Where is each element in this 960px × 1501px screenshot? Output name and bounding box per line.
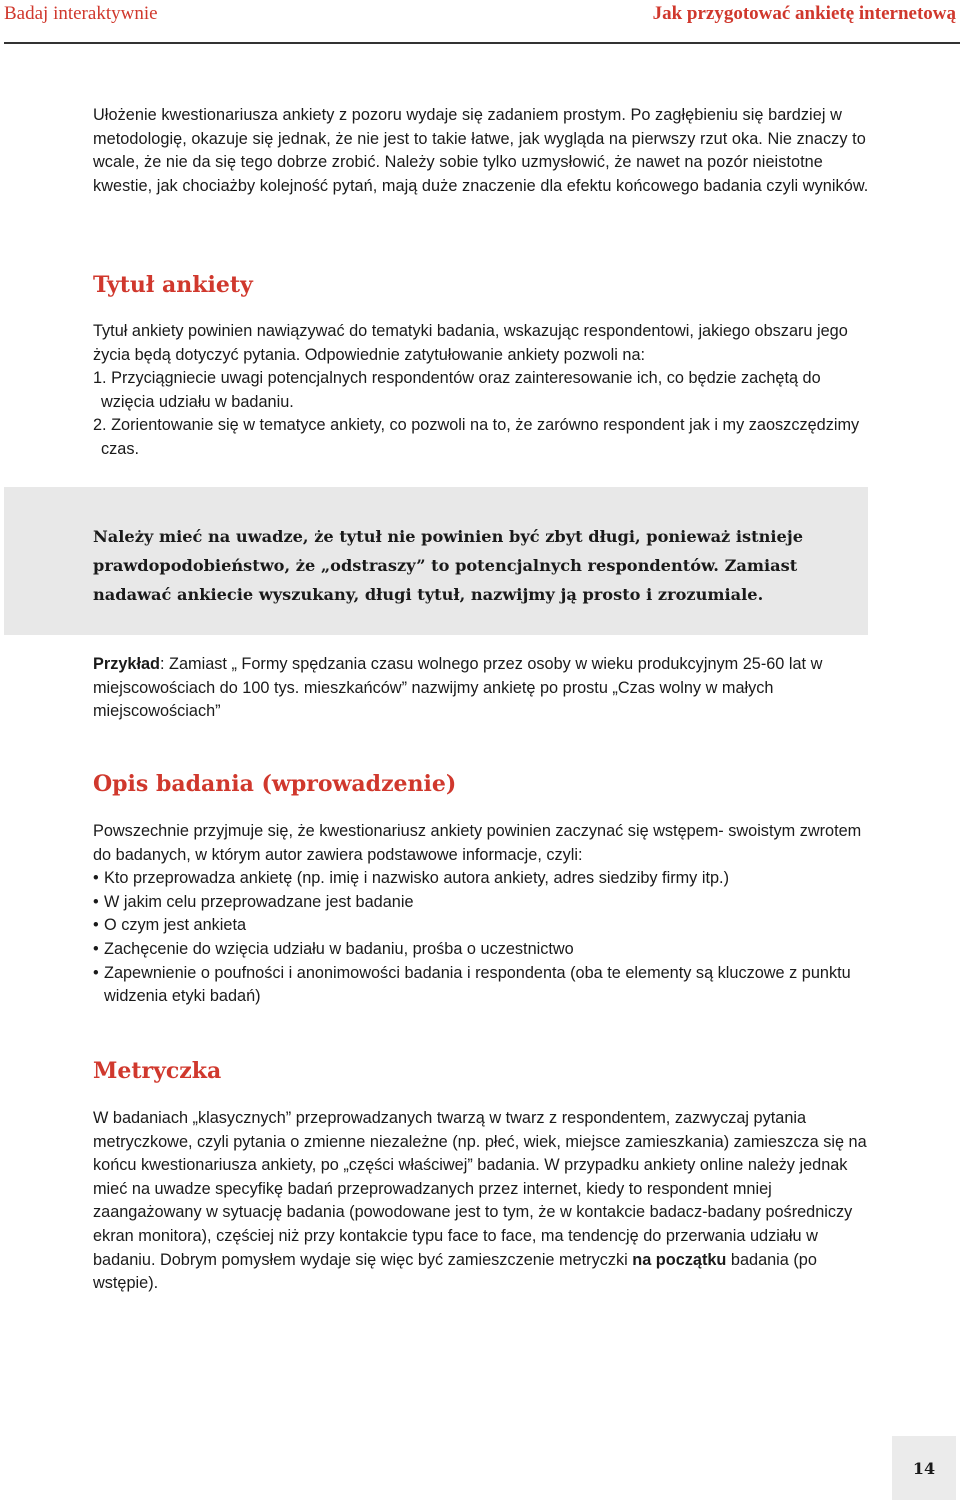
intro-paragraph-block [93,104,869,198]
page-number: 14 [892,1436,956,1500]
section-opis-paragraph: Powszechnie przyjmuje się, że kwestionariusz ankiety powinien zaczynać się wstępem- swoistym zwrotem do badanych, w którym autor zawiera podstawowe informacje, czyli: [93,822,862,864]
list-item: • Zachęcenie do wzięcia udziału w badaniu, prośba o uczestnictwo [93,938,869,962]
section-tytul-list [93,367,869,461]
section-opis-body [93,820,869,1009]
example-block [93,653,869,724]
list-item: • O czym jest ankieta [93,914,869,938]
bullet-icon: • [93,963,99,982]
section-title-opis: Opis badania (wprowadzenie) [93,771,457,797]
highlight-note-box [4,487,868,635]
example-paragraph [93,653,869,724]
highlight-note-text: Należy mieć na uwadze, że tytuł nie powinien być zbyt długi, ponieważ istnieje prawdopodobieństwo, że „odstraszy” to potencjalnych respondentów. Zamiast nadawać ankiecie wyszukany, długi tytuł, nazwijmy ją prosto i zrozumiale. [93,527,803,604]
example-label: Przykład [93,655,160,673]
list-item: 2. Zorientowanie się w tematyce ankiety, co pozwoli na to, że zarówno respondent jak i my zaoszczędzimy czas. [93,416,860,458]
page-header [0,0,960,44]
emphasis-text: na początku [632,1250,727,1269]
bullet-icon: • [93,939,99,958]
intro-paragraph: Ułożenie kwestionariusza ankiety z pozoru wydaje się zadaniem prostym. Po zagłębieniu się bardziej w metodologię, okazuje się jednak, że nie jest to takie łatwe, jak wygląda na pierwszy rzut oka. Nie znaczy to wcale, że nie da się tego dobrze zrobić. Należy sobie tylko uzmysłowić, że nawet na pozór nieistotne kwestie, jak chociażby kolejność pytań, mają duże znaczenie dla efektu końcowego badania czyli wyników. [93,106,869,195]
example-text: : Zamiast „ Formy spędzania czasu wolnego przez osoby w wieku produkcyjnym 25-60 lat w miejscowościach do 100 tys. mieszkańców” nazwijmy ankietę po prostu „Czas wolny w małych miejscowościach” [93,655,823,721]
bullet-icon: • [93,869,99,888]
section-opis-bullet-list [93,867,869,1009]
list-item: • W jakim celu przeprowadzane jest badanie [93,891,869,915]
section-tytul-body [93,320,869,462]
bullet-icon: • [93,916,99,935]
section-title-metryczka: Metryczka [93,1058,222,1084]
header-chapter-title: Jak przygotować ankietę internetową [652,3,956,24]
list-item: • Kto przeprowadza ankietę (np. imię i nazwisko autora ankiety, adres siedziby firmy itp.) [93,867,869,891]
section-metryczka-body [93,1107,869,1296]
header-publication-title: Badaj interaktywnie [4,3,158,24]
bullet-icon: • [93,892,99,911]
list-item: • Zapewnienie o poufności i anonimowości badania i respondenta (oba te elementy są kluczowe z punktu widzenia etyki badań) [93,963,851,1006]
section-metryczka-paragraph: W badaniach „klasycznych” przeprowadzanych twarzą w twarz z respondentem, zazwyczaj pytania metryczkowe, czyli pytania o zmienne niezależne (np. płeć, wiek, miejsce zamieszkania) zamieszcza się na końcu kwestionariusza ankiety, po „części właściwej” badania. W przypadku ankiety online należy jednak mieć na uwadze specyfikę badań przeprowadzanych przez internet, kiedy to respondent mniej zaangażowany w sytuację badania (powodowane jest to tym, że w kontakcie badacz-badany pośredniczy ekran monitora), częściej niż przy kontakcie typu face to face, ma tendencję do przerwania udziału w badaniu. Dobrym pomysłem wydaje się więc być zamieszczenie metryczki na początku badania (po wstępie). [93,1109,867,1293]
header-divider [4,42,960,44]
section-title-tytul: Tytuł ankiety [93,272,253,298]
section-tytul-paragraph: Tytuł ankiety powinien nawiązywać do tematyki badania, wskazując respondentowi, jakiego obszaru jego życia będą dotyczyć pytania. Odpowiednie zatytułowanie ankiety pozwoli na: [93,322,848,364]
list-item: 1. Przyciągniecie uwagi potencjalnych respondentów oraz zainteresowanie ich, co będzie zachętą do wzięcia udziału w badaniu. [93,369,821,411]
